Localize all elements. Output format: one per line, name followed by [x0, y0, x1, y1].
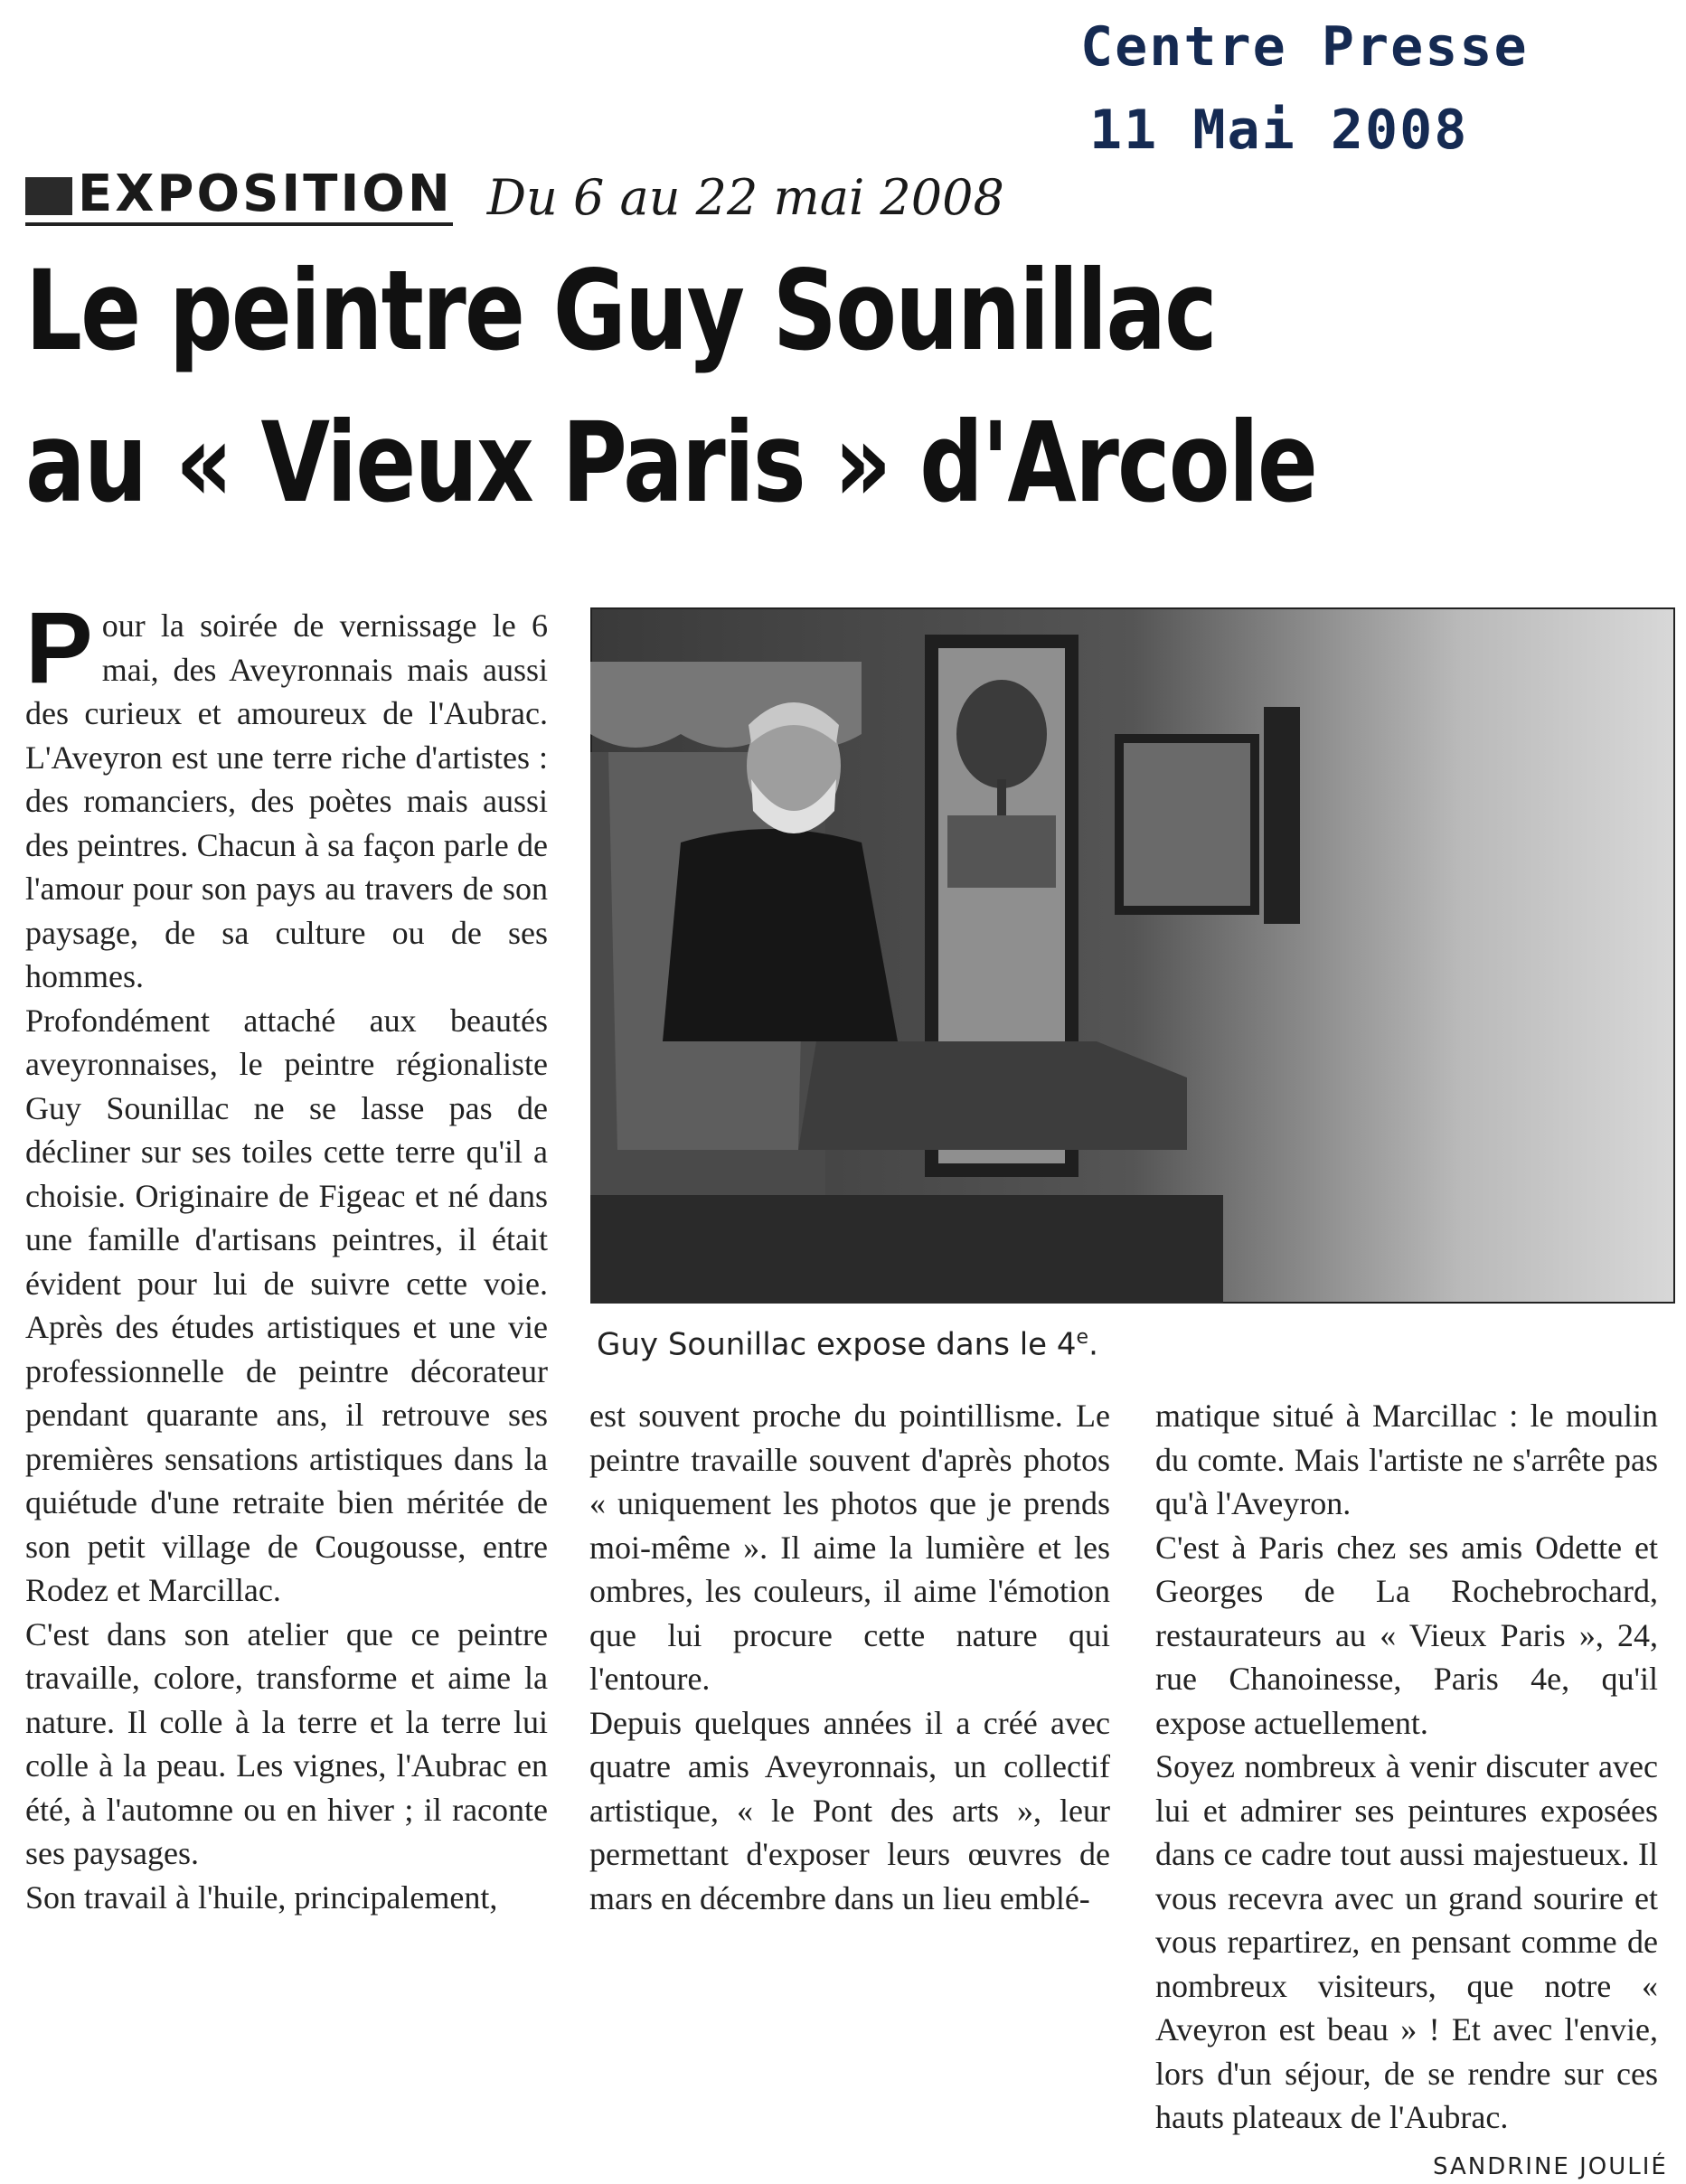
- photo-caption: Guy Sounillac expose dans le 4e.: [597, 1326, 1098, 1363]
- author-byline: SANDRINE JOULIÉ: [1433, 2153, 1668, 2180]
- headline-line-1: Le peintre Guy Sounillac: [25, 247, 1216, 375]
- article-photo: [590, 607, 1675, 1304]
- paragraph: Depuis quelques années il a créé avec quatre amis Aveyronnais, un collectif artistique, « le Pont des arts », leur permettant d'exposer leurs œuvres de mars en décembre dans un lieu emblé-: [589, 1704, 1110, 1916]
- section-label: EXPOSITION: [25, 166, 453, 226]
- paragraph: Son travail à l'huile, principalement,: [25, 1878, 498, 1916]
- paragraph: C'est à Paris chez ses amis Odette et Georges de La Rochebrochard, restaurateurs au « Vieux Paris », 24, rue Chanoinesse, Paris 4e, qu'il expose actuellement.: [1155, 1529, 1658, 1741]
- photo-illustration: [590, 607, 1675, 1304]
- source-date: 11 Mai 2008: [1089, 99, 1469, 162]
- source-name: Centre Presse: [1080, 15, 1529, 79]
- drop-cap: P: [25, 591, 93, 704]
- headline-line-2: au « Vieux Paris » d'Arcole: [25, 399, 1317, 527]
- paragraph: matique situé à Marcillac : le moulin du comte. Mais l'artiste ne s'arrête pas qu'à l'Aveyron.: [1155, 1398, 1658, 1521]
- source-stamp: [1080, 5, 1550, 172]
- headline: [25, 235, 1474, 539]
- paragraph: Profondément attaché aux beautés aveyronnaises, le peintre régionaliste Guy Sounillac ne se lasse pas de décliner sur ses toiles cette terre qu'il a choisie. Originaire de Figeac et né dans une famille d'artisans peintres, il était évident pour lui de suivre cette voie. Après des études artistiques et une vie professionnelle de peintre décorateur pendant quarante ans, il retrouve ses premières sensations artistiques dans la quiétude d'une retraite bien méritée de son petit village de Cougousse, entre Rodez et Marcillac.: [25, 1002, 548, 1608]
- exhibition-dates: Du 6 au 22 mai 2008: [486, 169, 1004, 226]
- article-column-3: [1155, 1394, 1658, 2140]
- paragraph: C'est dans son atelier que ce peintre travaille, colore, transforme et aime la nature. Il colle à la terre et la terre lui colle à la peau. Les vignes, l'Aubrac en été, à l'automne ou en hiver ; il raconte ses paysages.: [25, 1615, 548, 1871]
- square-bullet-icon: [25, 177, 72, 215]
- paragraph: est souvent proche du pointillisme. Le peintre travaille souvent d'après photos « uniquement les photos que je prends moi-même ». Il aime la lumière et les ombres, les couleurs, il aime l'émotion que lui procure cette nature qui l'entoure.: [589, 1398, 1110, 1697]
- paragraph: Soyez nombreux à venir discuter avec lui et admirer ses peintures exposées dans ce cadre tout aussi majestueux. Il vous recevra avec un grand sourire et vous repartirez, en pensant comme de nombreux visiteurs, que notre « Aveyron est beau » ! Et avec l'envie, lors d'un séjour, de se rendre sur ces hauts plateaux de l'Aubrac.: [1155, 1748, 1658, 2135]
- article-column-1: [25, 591, 548, 1919]
- article-column-2: [589, 1394, 1110, 1920]
- paragraph: our la soirée de vernissage le 6 mai, des Aveyronnais mais aussi des curieux et amoureux de l'Aubrac. L'Aveyron est une terre riche d'artistes : des romanciers, des poètes mais aussi des peintres. Chacun à sa façon parle de l'amour pour son pays au travers de son paysage, de sa culture ou de ses hommes.: [25, 607, 548, 994]
- section-kicker: [25, 163, 1004, 226]
